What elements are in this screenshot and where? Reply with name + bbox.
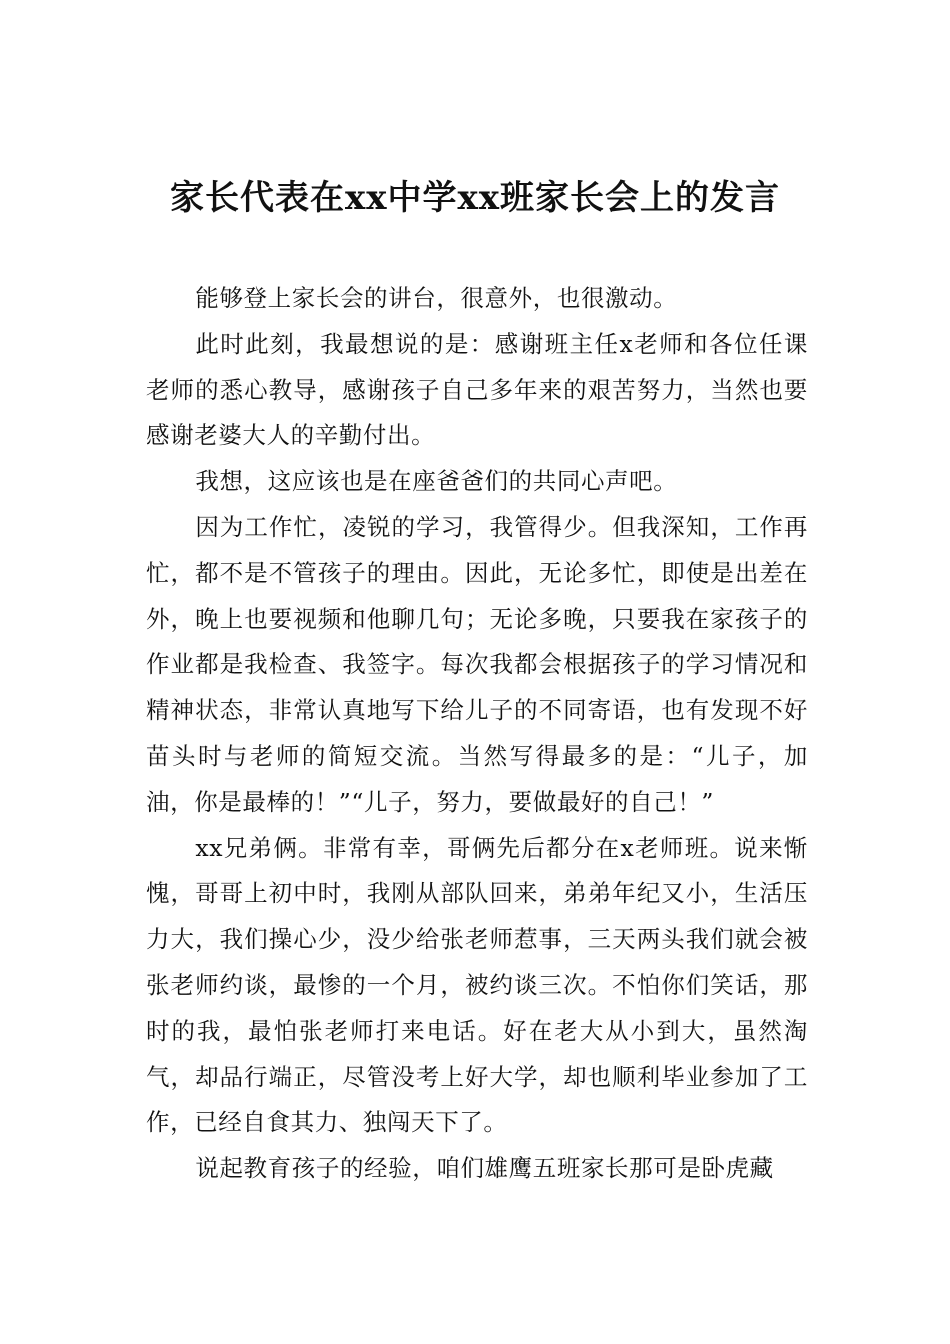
paragraph: 此时此刻，我最想说的是：感谢班主任x老师和各位任课老师的悉心教导，感谢孩子自己多年来的艰苦努力，当然也要感谢老婆大人的辛勤付出。 <box>146 329 808 450</box>
document-body <box>146 276 808 1192</box>
paragraph: xx兄弟俩。非常有幸，哥俩先后都分在x老师班。说来惭愧，哥哥上初中时，我刚从部队回来，弟弟年纪又小，生活压力大，我们操心少，没少给张老师惹事，三天两头我们就会被张老师约谈，最惨的一个月，被约谈三次。不怕你们笑话，那时的我，最怕张老师打来电话。好在老大从小到大，虽然淘气，却品行端正，尽管没考上好大学，却也顺利毕业参加了工作，已经自食其力、独闯天下了。 <box>146 833 808 1137</box>
paragraph: 说起教育孩子的经验，咱们雄鹰五班家长那可是卧虎藏 <box>195 1154 774 1183</box>
paragraph: 能够登上家长会的讲台，很意外，也很激动。 <box>195 284 678 312</box>
document-title: 家长代表在xx中学xx班家长会上的发言 <box>169 178 781 218</box>
paragraph: 我想，这应该也是在座爸爸们的共同心声吧。 <box>195 467 678 496</box>
paragraph: 因为工作忙，凌锐的学习，我管得少。但我深知，工作再忙，都不是不管孩子的理由。因此，无论多忙，即使是出差在外，晚上也要视频和他聊几句；无论多晚，只要我在家孩子的作业都是我检查、我签字。每次我都会根据孩子的学习情况和精神状态，非常认真地写下给儿子的不同寄语，也有发现不好苗头时与老师的简短交流。当然写得最多的是：“儿子，加油，你是最棒的！”“儿子，努力，要做最好的自己！” <box>146 512 808 816</box>
